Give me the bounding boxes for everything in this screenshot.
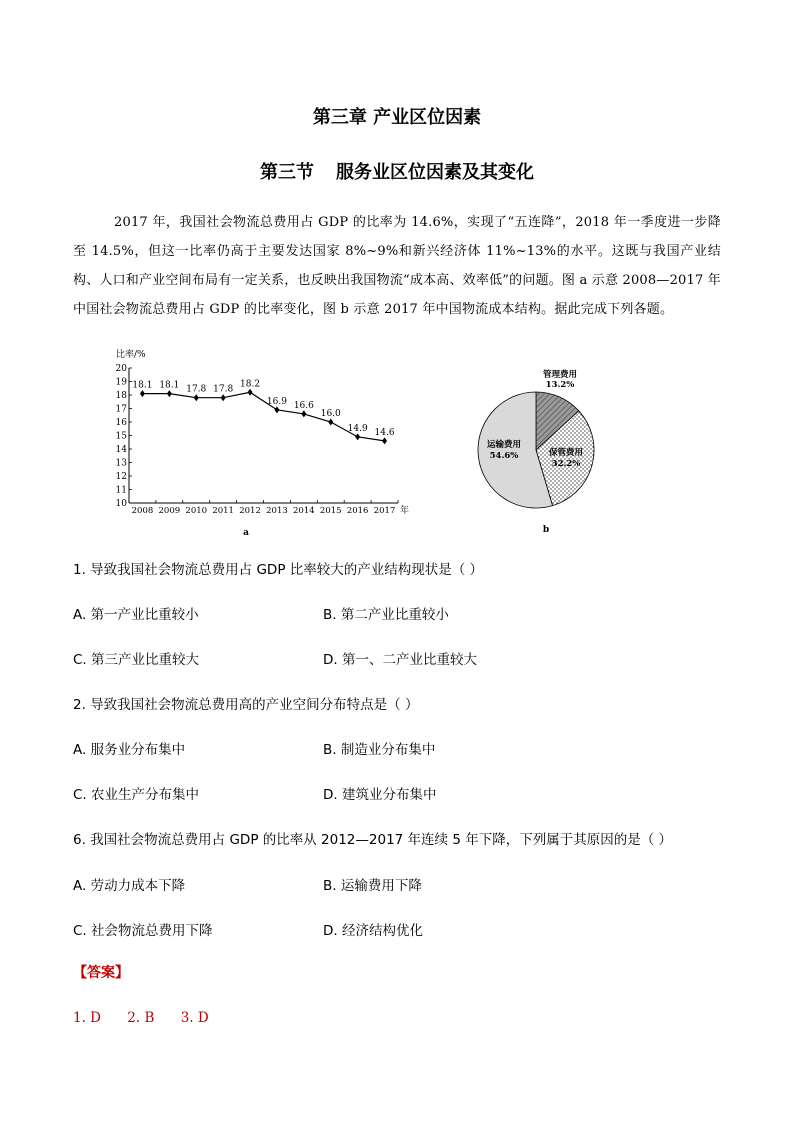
data-point bbox=[194, 394, 199, 401]
y-tick-label: 11 bbox=[115, 485, 127, 496]
y-tick-label: 15 bbox=[115, 431, 127, 442]
data-label: 14.6 bbox=[374, 427, 395, 438]
line-chart bbox=[110, 345, 420, 540]
x-tick-label: 2009 bbox=[158, 506, 181, 516]
x-tick-label: 2015 bbox=[319, 506, 342, 516]
y-tick-label: 17 bbox=[115, 404, 127, 415]
question-1-option-c[interactable]: C. 第三产业比重较大 bbox=[73, 652, 200, 668]
line-chart-marks bbox=[132, 379, 394, 444]
pie-label-mgmt-value: 13.2% bbox=[545, 380, 575, 390]
question-2-option-d[interactable]: D. 建筑业分布集中 bbox=[323, 787, 437, 803]
data-label: 18.2 bbox=[240, 379, 261, 390]
question-1-stem: 1. 导致我国社会物流总费用占 GDP 比率较大的产业结构现状是（ ） bbox=[73, 562, 484, 578]
intro-paragraph bbox=[73, 208, 721, 324]
y-tick-label: 10 bbox=[115, 499, 127, 509]
y-tick-label: 13 bbox=[115, 458, 127, 469]
question-2-option-a[interactable]: A. 服务业分布集中 bbox=[73, 742, 186, 758]
y-tick-label: 19 bbox=[115, 377, 127, 388]
line-chart-caption: a bbox=[243, 528, 249, 538]
data-label: 16.9 bbox=[266, 396, 287, 407]
question-1-option-d[interactable]: D. 第一、二产业比重较大 bbox=[323, 652, 477, 668]
y-tick-label: 18 bbox=[115, 391, 127, 401]
y-tick-label: 16 bbox=[115, 418, 127, 428]
data-point bbox=[355, 433, 360, 440]
question-2-stem: 2. 导致我国社会物流总费用高的产业空间分布特点是（ ） bbox=[73, 697, 419, 713]
question-3-option-a[interactable]: A. 劳动力成本下降 bbox=[73, 878, 186, 894]
answer-item: 2. B bbox=[127, 1010, 155, 1026]
answer-item: 3. D bbox=[180, 1010, 209, 1026]
x-tick-label: 2016 bbox=[346, 506, 369, 516]
answer-heading: 【答案】 bbox=[73, 965, 129, 981]
data-label: 18.1 bbox=[132, 380, 153, 391]
question-3-option-b[interactable]: B. 运输费用下降 bbox=[323, 878, 422, 894]
pie-label-transport-value: 54.6% bbox=[489, 451, 519, 461]
question-3-option-d[interactable]: D. 经济结构优化 bbox=[323, 923, 423, 939]
x-tick-label: 2012 bbox=[239, 506, 261, 516]
x-tick-label: 2010 bbox=[185, 506, 208, 516]
y-tick-label: 20 bbox=[115, 364, 127, 374]
data-point bbox=[248, 389, 253, 396]
data-point bbox=[382, 437, 387, 444]
question-1-option-b[interactable]: B. 第二产业比重较小 bbox=[323, 607, 449, 623]
data-point bbox=[301, 410, 306, 417]
data-label: 17.8 bbox=[186, 384, 207, 395]
y-tick-label: 12 bbox=[115, 472, 127, 482]
line-chart-xlabel: 年 bbox=[400, 506, 410, 516]
pie-chart-caption: b bbox=[542, 525, 550, 535]
question-3-option-c[interactable]: C. 社会物流总费用下降 bbox=[73, 923, 213, 939]
data-label: 16.0 bbox=[320, 409, 341, 419]
question-2-option-c[interactable]: C. 农业生产分布集中 bbox=[73, 787, 200, 803]
section-title bbox=[0, 158, 794, 184]
data-label: 16.6 bbox=[293, 400, 314, 411]
answer-item: 1. D bbox=[73, 1010, 101, 1026]
x-tick-label: 2008 bbox=[131, 506, 154, 516]
pie-label-transport-name: 运输费用 bbox=[486, 440, 522, 450]
data-point bbox=[274, 406, 279, 413]
intro-text: 2017 年，我国社会物流总费用占 GDP 的比率为 14.6%，实现了“五连降”，2018 年一季度进一步降至 14.5%，但这一比率仍高于主要发达国家 8%~9%和新兴经济体 11%~13%的水平。这既与我国产业结构、人口和产业空间布局有一定关系，也反映出我国物流“成本高、效率低”的问题。图 a 示意 2008—2017 年中国社会物流总费用占 GDP 的比率变化，图 b 示意 2017 年中国物流成本结构。据此完成下列各题。 bbox=[73, 215, 721, 317]
chapter-title: 第三章 产业区位因素 bbox=[312, 107, 482, 128]
question-3-stem: 6. 我国社会物流总费用占 GDP 的比率从 2012—2017 年连续 5 年下降，下列属于其原因的是（ ） bbox=[73, 832, 673, 848]
answer-list bbox=[73, 1010, 231, 1026]
data-point bbox=[328, 419, 333, 426]
data-label: 17.8 bbox=[213, 384, 234, 395]
data-label: 14.9 bbox=[347, 423, 368, 434]
section-number: 第三节 bbox=[260, 162, 314, 183]
question-1-option-a[interactable]: A. 第一产业比重较小 bbox=[73, 607, 199, 623]
section-name: 服务业区位因素及其变化 bbox=[336, 162, 534, 183]
data-label: 18.1 bbox=[159, 380, 180, 391]
question-2-option-b[interactable]: B. 制造业分布集中 bbox=[323, 742, 436, 758]
pie-label-mgmt-name: 管理费用 bbox=[542, 370, 578, 380]
data-point bbox=[167, 390, 172, 397]
pie-label-storage-name: 保管费用 bbox=[548, 448, 584, 458]
pie-chart bbox=[470, 360, 620, 540]
data-point bbox=[140, 390, 145, 397]
x-tick-label: 2014 bbox=[293, 506, 315, 516]
data-point bbox=[221, 394, 226, 401]
pie-label-storage-value: 32.2% bbox=[551, 459, 581, 469]
x-tick-label: 2017 bbox=[373, 506, 396, 516]
y-tick-label: 14 bbox=[115, 445, 127, 455]
x-tick-label: 2011 bbox=[212, 506, 234, 516]
line-chart-ylabel: 比率/% bbox=[116, 350, 146, 360]
x-tick-label: 2013 bbox=[266, 506, 288, 516]
